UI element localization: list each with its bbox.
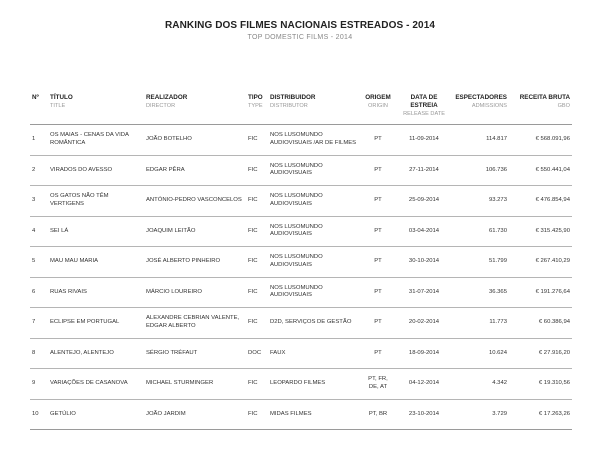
header-origin: ORIGEM ORIGIN <box>365 94 391 109</box>
cell-admissions: 4.342 <box>492 380 507 387</box>
cell-title: VARIAÇÕES DE CASANOVA <box>50 380 128 387</box>
cell-admissions: 10.624 <box>488 349 507 356</box>
cell-director: JOAQUIM LEITÃO <box>146 227 196 234</box>
cell-type: FIC <box>248 258 258 265</box>
cell-origin: PT <box>374 319 382 326</box>
cell-origin: PT <box>374 227 382 234</box>
cell-director: JOÃO JARDIM <box>146 410 186 417</box>
cell-origin: PT <box>374 288 382 295</box>
cell-director: EDGAR PÊRA <box>146 166 185 173</box>
cell-distributor: NOS LUSOMUNDO AUDIOVISUAIS /AR DE FILMES <box>270 132 357 146</box>
header-distributor: DISTRIBUIDOR DISTRIBUTOR <box>270 94 316 109</box>
table-row <box>30 216 572 247</box>
cell-gbo: € 568.091,96 <box>535 136 570 143</box>
cell-title: VIRADOS DO AVESSO <box>50 166 113 173</box>
header-gbo: RECEITA BRUTA GBO <box>519 94 570 109</box>
cell-title: ALENTEJO, ALENTEJO <box>50 349 114 356</box>
cell-type: FIC <box>248 227 258 234</box>
cell-title: RUAS RIVAIS <box>50 288 87 295</box>
cell-distributor: D2D, SERVIÇOS DE GESTÃO <box>270 319 352 326</box>
cell-origin: PT <box>374 258 382 265</box>
ranking-table <box>30 90 572 430</box>
cell-type: FIC <box>248 136 258 143</box>
cell-type: FIC <box>248 380 258 387</box>
cell-distributor: NOS LUSOMUNDO AUDIOVISUAIS <box>270 162 323 177</box>
cell-admissions: 93.273 <box>488 197 507 204</box>
table-row <box>30 338 572 369</box>
header-director: REALIZADOR DIRECTOR <box>146 94 188 109</box>
cell-release-date: 23-10-2014 <box>408 410 440 417</box>
table-body <box>30 125 572 430</box>
table-row <box>30 155 572 186</box>
cell-title: OS MAIAS - CENAS DA VIDA ROMÂNTICA <box>50 132 129 146</box>
cell-type: FIC <box>248 319 258 326</box>
cell-origin: PT <box>374 349 382 356</box>
cell-title: GETÚLIO <box>50 410 76 417</box>
cell-distributor: FAUX <box>270 349 286 356</box>
cell-release-date: 31-07-2014 <box>408 288 440 295</box>
cell-type: DOC <box>248 349 262 356</box>
cell-type: FIC <box>248 197 258 204</box>
cell-distributor: NOS LUSOMUNDO AUDIOVISUAIS <box>270 254 323 268</box>
cell-director: ANTÓNIO-PEDRO VASCONCELOS <box>146 197 242 204</box>
cell-gbo: € 27.916,20 <box>538 349 570 356</box>
cell-release-date: 03-04-2014 <box>408 227 440 234</box>
cell-num: 4 <box>32 227 36 234</box>
cell-release-date: 30-10-2014 <box>408 258 440 265</box>
table-row <box>30 369 572 400</box>
cell-num: 6 <box>32 288 36 295</box>
cell-director: MÁRCIO LOUREIRO <box>146 288 202 295</box>
cell-release-date: 11-09-2014 <box>409 136 439 143</box>
table-row <box>30 125 572 156</box>
cell-type: FIC <box>248 166 258 173</box>
table-header <box>30 90 572 125</box>
header-type: TIPO TYPE <box>248 94 263 109</box>
cell-origin: PT <box>374 136 382 143</box>
cell-director: MICHAEL STURMINGER <box>146 380 214 387</box>
cell-distributor: NOS LUSOMUNDO AUDIOVISUAIS <box>270 223 323 238</box>
cell-director: JOSÉ ALBERTO PINHEIRO <box>146 258 221 265</box>
cell-distributor: LEOPARDO FILMES <box>270 380 326 387</box>
cell-gbo: € 60.386,94 <box>538 319 570 326</box>
cell-origin: PT <box>374 197 382 204</box>
cell-release-date: 20-02-2014 <box>408 319 440 326</box>
cell-num: 3 <box>32 197 36 204</box>
cell-gbo: € 476.854,94 <box>535 197 570 204</box>
cell-title: SEI LÁ <box>50 227 69 234</box>
cell-distributor: NOS LUSOMUNDO AUDIOVISUAIS <box>270 284 323 299</box>
cell-num: 1 <box>32 136 36 143</box>
table-row <box>30 186 572 217</box>
cell-admissions: 114.817 <box>486 136 507 143</box>
cell-num: 9 <box>32 380 36 387</box>
cell-release-date: 25-09-2014 <box>408 197 440 204</box>
cell-gbo: € 267.410,29 <box>535 258 570 265</box>
cell-num: 5 <box>32 258 36 265</box>
header-num: Nº <box>32 94 39 101</box>
cell-gbo: € 550.441,04 <box>535 166 570 173</box>
cell-num: 10 <box>32 410 39 417</box>
cell-distributor: NOS LUSOMUNDO AUDIOVISUAIS <box>270 193 323 207</box>
cell-admissions: 106.736 <box>485 166 507 173</box>
cell-director: JOÃO BOTELHO <box>146 136 192 143</box>
cell-origin: PT <box>374 166 382 173</box>
cell-origin: PT, BR <box>368 410 388 417</box>
header-admissions: ESPECTADORES ADMISSIONS <box>455 94 507 109</box>
cell-num: 7 <box>32 319 36 326</box>
table-row <box>30 247 572 278</box>
table-row <box>30 277 572 308</box>
cell-director: ALEXANDRE CEBRIAN VALENTE, EDGAR ALBERTO <box>146 315 240 329</box>
header-release-date: DATA DE ESTREIA RELEASE DATE <box>403 94 445 117</box>
cell-release-date: 27-11-2014 <box>409 166 439 173</box>
cell-title: ECLIPSE EM PORTUGAL <box>50 319 120 326</box>
cell-admissions: 51.799 <box>488 258 507 265</box>
header-title: TÍTULO TITLE <box>50 94 73 109</box>
cell-admissions: 61.730 <box>488 227 507 234</box>
cell-gbo: € 19.310,56 <box>538 380 570 387</box>
cell-admissions: 11.773 <box>489 319 507 326</box>
cell-num: 8 <box>32 349 36 356</box>
table-row <box>30 399 572 430</box>
cell-num: 2 <box>32 166 36 173</box>
cell-gbo: € 191.276,64 <box>535 288 570 295</box>
cell-release-date: 18-09-2014 <box>408 349 440 356</box>
cell-director: SÉRGIO TRÉFAUT <box>146 349 198 356</box>
cell-origin: PT, FR, DE, AT <box>368 376 388 390</box>
cell-type: FIC <box>248 410 258 417</box>
cell-title: MAU MAU MARIA <box>50 258 99 265</box>
cell-type: FIC <box>248 288 258 295</box>
cell-distributor: MIDAS FILMES <box>270 410 312 417</box>
cell-admissions: 3.729 <box>492 410 507 417</box>
cell-release-date: 04-12-2014 <box>408 380 440 387</box>
cell-admissions: 36.365 <box>488 288 507 295</box>
page-title: RANKING DOS FILMES NACIONAIS ESTREADOS - 2014 <box>164 20 436 31</box>
page-subtitle: TOP DOMESTIC FILMS - 2014 <box>247 34 353 41</box>
cell-gbo: € 315.425,90 <box>535 227 570 234</box>
table-row <box>30 308 572 339</box>
cell-gbo: € 17.263,26 <box>538 410 570 417</box>
cell-title: OS GATOS NÃO TÊM VERTIGENS <box>50 193 109 207</box>
